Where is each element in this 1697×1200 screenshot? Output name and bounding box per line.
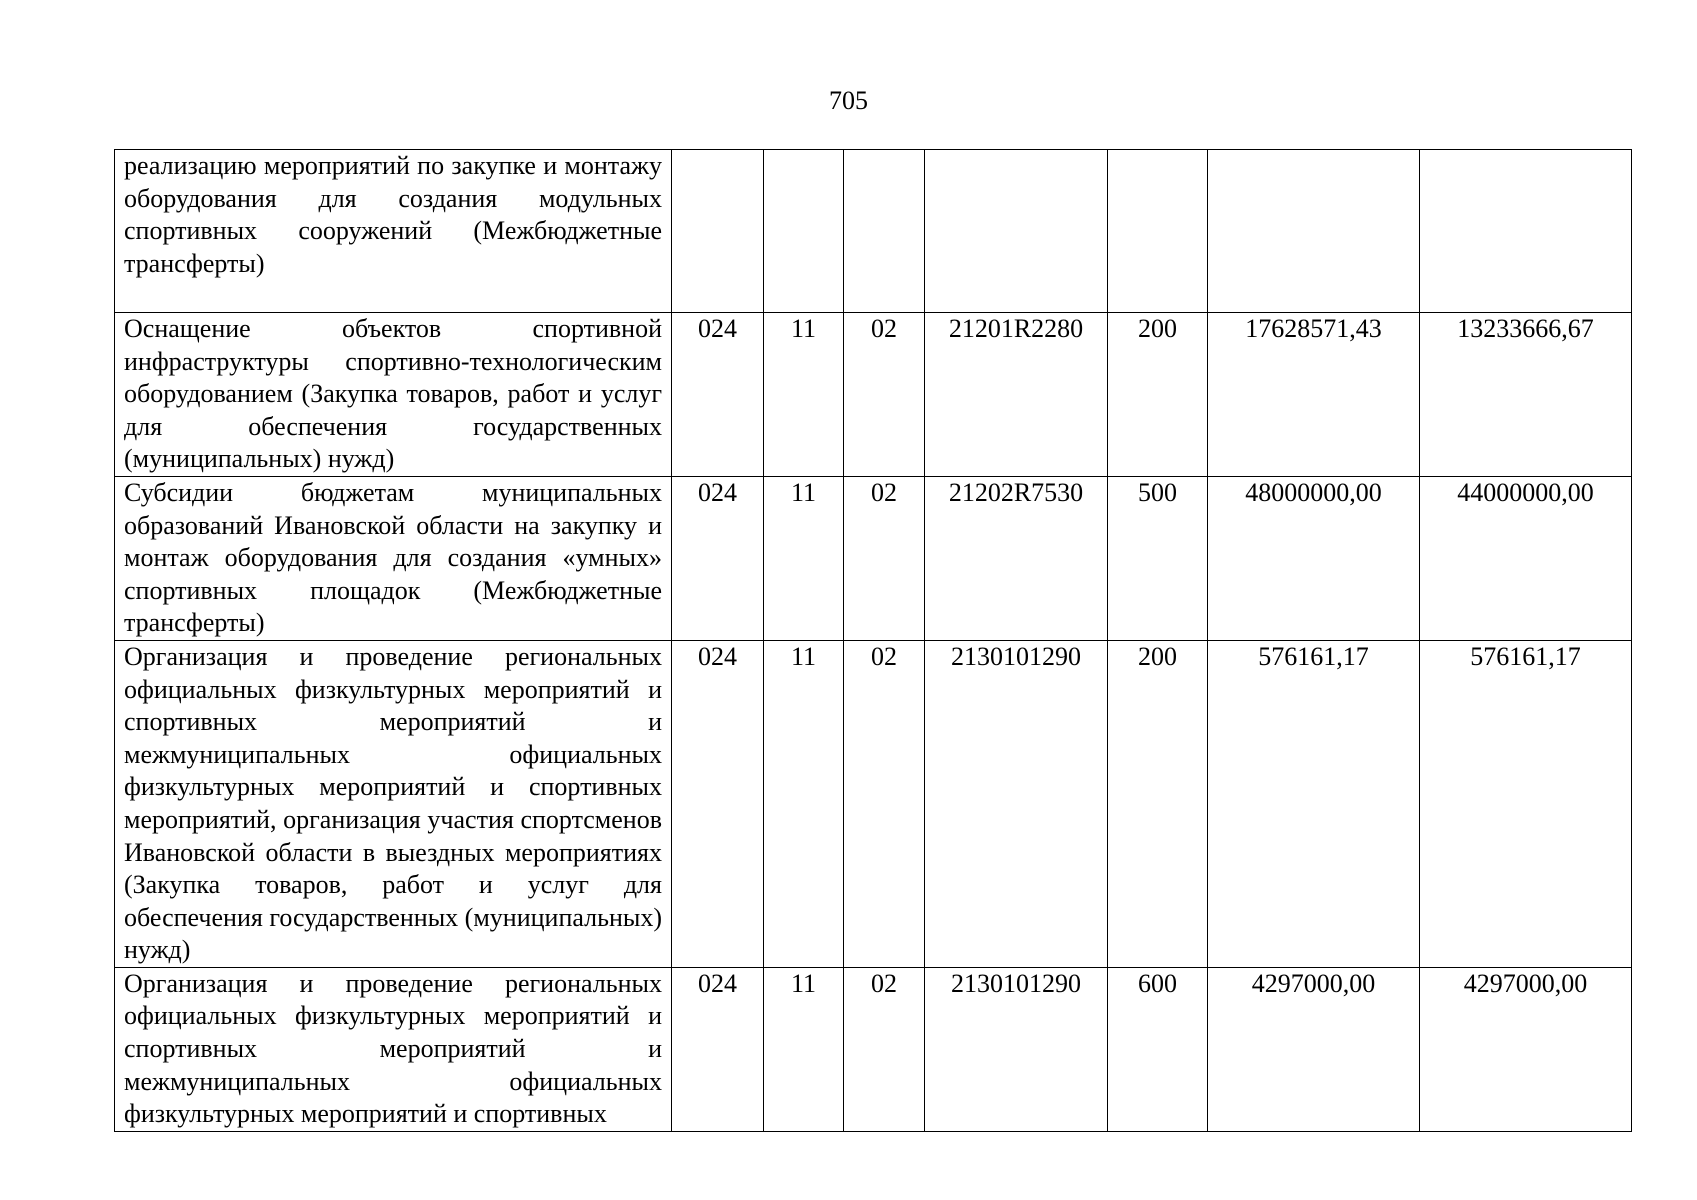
ministry-code-cell: 024	[672, 967, 764, 1131]
subsection-cell	[844, 150, 925, 313]
target-article-cell: 2130101290	[925, 640, 1108, 967]
amount-year-1-cell	[1208, 150, 1420, 313]
ministry-code-cell: 024	[672, 313, 764, 477]
amount-year-1-cell: 576161,17	[1208, 640, 1420, 967]
subsection-cell: 02	[844, 640, 925, 967]
subsection-cell: 02	[844, 313, 925, 477]
page-number: 705	[829, 86, 868, 115]
expense-type-cell: 200	[1108, 640, 1208, 967]
description-cell: реализацию мероприятий по закупке и монтажу оборудования для создания модульных спортивных сооружений (Межбюджетные трансферты)	[115, 150, 672, 313]
amount-year-1-cell: 17628571,43	[1208, 313, 1420, 477]
amount-year-1-cell: 4297000,00	[1208, 967, 1420, 1131]
amount-year-2-cell: 576161,17	[1420, 640, 1632, 967]
section-cell: 11	[764, 313, 844, 477]
section-cell: 11	[764, 476, 844, 640]
expense-type-cell: 500	[1108, 476, 1208, 640]
table-row	[115, 476, 1632, 640]
table-row	[115, 150, 1632, 313]
description-cell: Субсидии бюджетам муниципальных образований Ивановской области на закупку и монтаж оборудования для создания «умных» спортивных площадок (Межбюджетные трансферты)	[115, 476, 672, 640]
section-cell	[764, 150, 844, 313]
target-article-cell	[925, 150, 1108, 313]
expense-type-cell: 600	[1108, 967, 1208, 1131]
section-cell: 11	[764, 640, 844, 967]
subsection-cell: 02	[844, 476, 925, 640]
target-article-cell: 21202R7530	[925, 476, 1108, 640]
section-cell: 11	[764, 967, 844, 1131]
target-article-cell: 2130101290	[925, 967, 1108, 1131]
description-cell: Оснащение объектов спортивной инфраструктуры спортивно-технологическим оборудованием (Закупка товаров, работ и услуг для обеспечения государственных (муниципальных) нужд)	[115, 313, 672, 477]
amount-year-2-cell: 44000000,00	[1420, 476, 1632, 640]
expense-type-cell: 200	[1108, 313, 1208, 477]
description-cell: Организация и проведение региональных официальных физкультурных мероприятий и спортивных мероприятий и межмуниципальных официальных физкультурных мероприятий и спортивных	[115, 967, 672, 1131]
amount-year-1-cell: 48000000,00	[1208, 476, 1420, 640]
table-row	[115, 967, 1632, 1131]
budget-table	[114, 149, 1632, 1132]
target-article-cell: 21201R2280	[925, 313, 1108, 477]
description-cell: Организация и проведение региональных официальных физкультурных мероприятий и спортивных мероприятий и межмуниципальных официальных физкультурных мероприятий и спортивных мероприятий, организация участия спортсменов Ивановской области в выездных мероприятиях (Закупка товаров, работ и услуг для обеспечения государственных (муниципальных) нужд)	[115, 640, 672, 967]
amount-year-2-cell: 13233666,67	[1420, 313, 1632, 477]
table-row	[115, 640, 1632, 967]
subsection-cell: 02	[844, 967, 925, 1131]
amount-year-2-cell: 4297000,00	[1420, 967, 1632, 1131]
amount-year-2-cell	[1420, 150, 1632, 313]
table-row	[115, 313, 1632, 477]
ministry-code-cell	[672, 150, 764, 313]
expense-type-cell	[1108, 150, 1208, 313]
ministry-code-cell: 024	[672, 476, 764, 640]
ministry-code-cell: 024	[672, 640, 764, 967]
